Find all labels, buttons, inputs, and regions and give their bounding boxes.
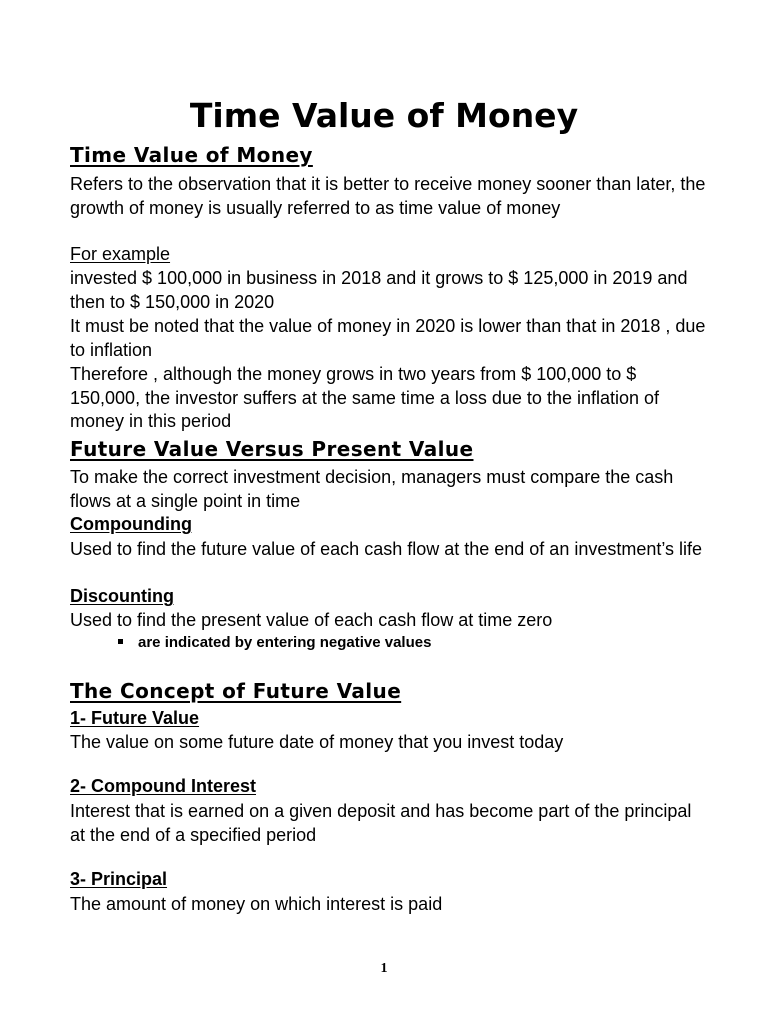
- future-value-label: 1- Future Value: [70, 708, 200, 728]
- square-bullet-icon: [118, 639, 123, 644]
- bullet-text: are indicated by entering negative values: [138, 634, 432, 651]
- compound-interest-text: Interest that is earned on a given deposit and has become part of the principal at the end of a specified period: [70, 801, 692, 845]
- example-text: invested $ 100,000 in business in 2018 and it grows to $ 125,000 in 2019 and then to $ 150,000 in 2020: [70, 268, 688, 312]
- principal-text: The amount of money on which interest is paid: [70, 894, 443, 914]
- discounting-label: Discounting: [70, 586, 174, 606]
- compound-interest-label: 2- Compound Interest: [70, 776, 257, 796]
- compounding-label: Compounding: [70, 514, 192, 534]
- document-title: Time Value of Money: [189, 96, 579, 135]
- time-value-definition: Refers to the observation that it is better to receive money sooner than later, the growth of money is usually referred to as time value of money: [70, 174, 706, 218]
- inflation-conclusion: Therefore , although the money grows in two years from $ 100,000 to $ 150,000, the investor suffers at the same time a loss due to the inflation of money in this period: [70, 364, 660, 431]
- example-label: For example: [70, 244, 171, 264]
- section-heading-future-vs-present: Future Value Versus Present Value: [70, 437, 474, 461]
- inflation-note: It must be noted that the value of money in 2020 is lower than that in 2018 , due to inflation: [70, 316, 706, 360]
- principal-label: 3- Principal: [70, 869, 168, 889]
- investment-decision-text: To make the correct investment decision, managers must compare the cash flows at a single point in time: [70, 467, 674, 511]
- page-number: 1: [380, 961, 388, 976]
- discounting-text: Used to find the present value of each cash flow at time zero: [70, 610, 553, 630]
- example-label-line: [70, 243, 710, 267]
- compounding-text: Used to find the future value of each cash flow at the end of an investment’s life: [70, 539, 703, 559]
- section-heading-future-value-concept: The Concept of Future Value: [70, 679, 402, 703]
- bullet-item: [118, 633, 431, 653]
- section-heading-time-value: Time Value of Money: [70, 143, 313, 167]
- future-value-text: The value on some future date of money that you invest today: [70, 732, 564, 752]
